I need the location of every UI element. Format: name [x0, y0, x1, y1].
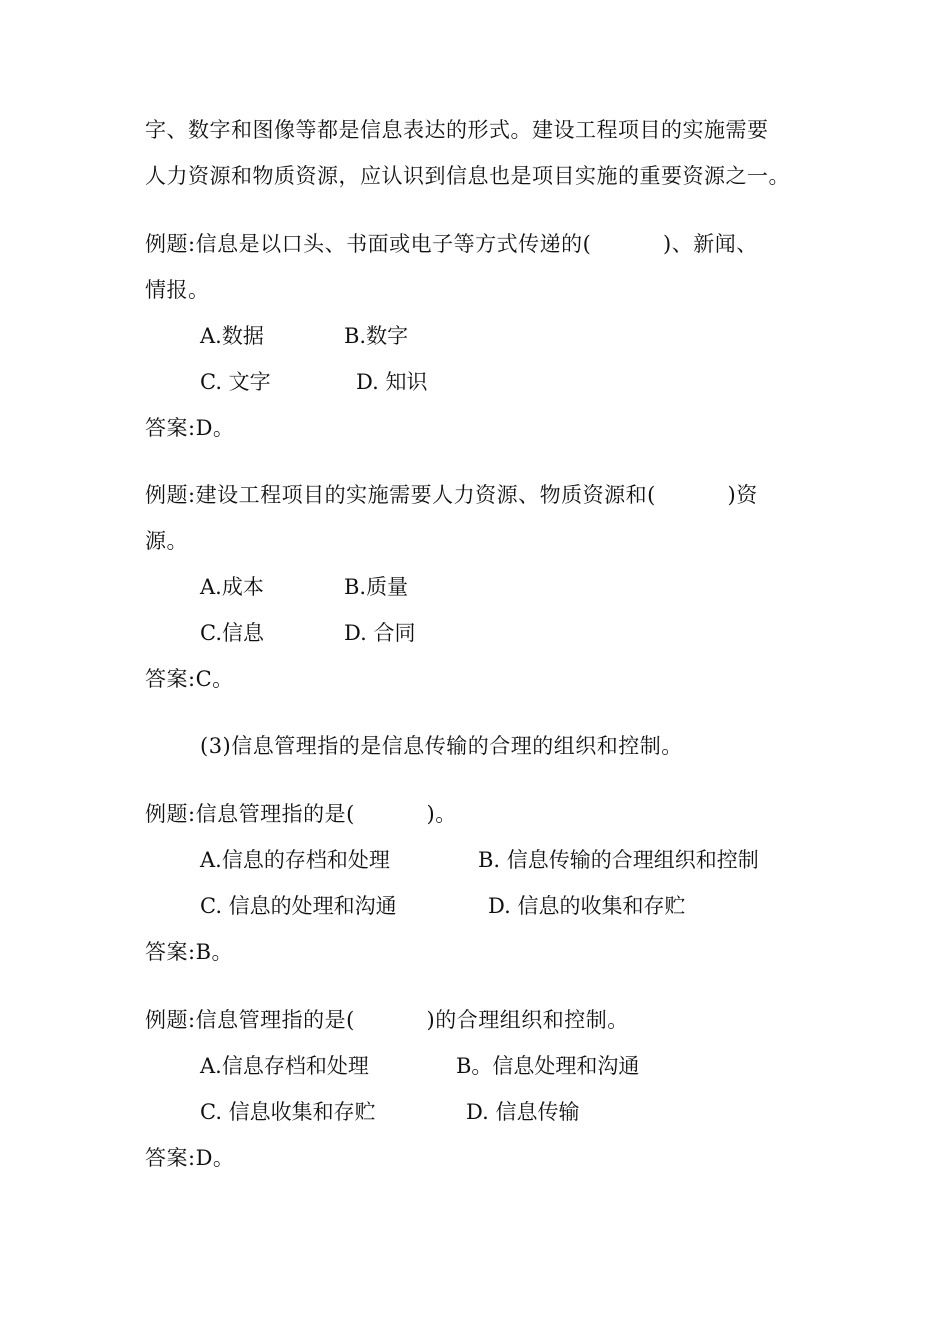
question-2-option-d: D. 合同: [344, 621, 416, 645]
question-1-stem: 例题:信息是以口头、书面或电子等方式传递的( )、新闻、: [145, 232, 758, 256]
question-4-option-c: C. 信息收集和存贮: [200, 1100, 376, 1124]
question-4-option-d: D. 信息传输: [466, 1100, 580, 1124]
question-2-stem: 例题:建设工程项目的实施需要人力资源、物质资源和( )资: [145, 483, 758, 507]
question-1-option-b: B.数字: [344, 324, 409, 348]
question-2-option-b: B.质量: [344, 575, 409, 599]
question-4-option-a: A.信息存档和处理: [200, 1054, 369, 1078]
question-1-answer: 答案:D。: [145, 416, 235, 440]
question-4-stem: 例题:信息管理指的是( )的合理组织和控制。: [145, 1008, 629, 1032]
question-2-option-a: A.成本: [200, 575, 264, 599]
question-3-stem: 例题:信息管理指的是( )。: [145, 802, 457, 826]
question-1-option-a: A.数据: [200, 324, 264, 348]
intro-line-2: 人力资源和物质资源，应认识到信息也是项目实施的重要资源之一。: [145, 164, 790, 188]
question-1-option-d: D. 知识: [356, 370, 428, 394]
question-2-option-c: C.信息: [200, 621, 264, 645]
question-4-answer: 答案:D。: [145, 1146, 235, 1170]
question-3-option-a: A.信息的存档和处理: [200, 848, 390, 872]
question-3-answer: 答案:B。: [145, 940, 234, 964]
question-1-stem-cont: 情报。: [145, 278, 210, 302]
question-3-option-b: B. 信息传输的合理组织和控制: [478, 848, 759, 872]
question-2-stem-cont: 源。: [145, 529, 188, 553]
question-3-option-c: C. 信息的处理和沟通: [200, 894, 397, 918]
question-1-option-c: C. 文字: [200, 370, 271, 394]
question-3-option-d: D. 信息的收集和存贮: [488, 894, 686, 918]
question-2-answer: 答案:C。: [145, 667, 234, 691]
question-4-option-b: B。信息处理和沟通: [456, 1054, 640, 1078]
section-3-heading: (3)信息管理指的是信息传输的合理的组织和控制。: [200, 734, 683, 758]
intro-line-1: 字、数字和图像等都是信息表达的形式。建设工程项目的实施需要: [145, 118, 769, 142]
